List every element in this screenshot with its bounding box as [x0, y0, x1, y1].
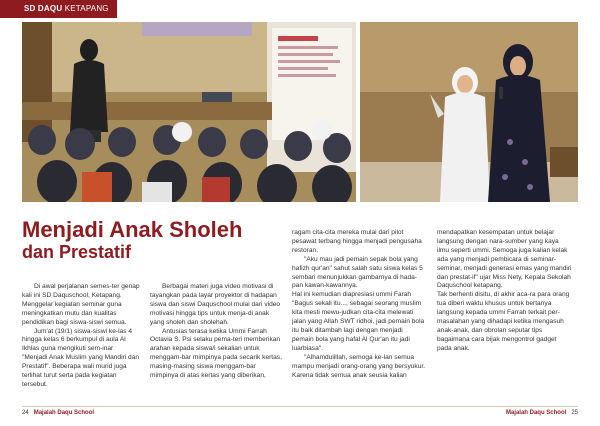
paragraph: mendapatkan kesempatan untuk belajar langsung dengan nara-sumber yang kaya ilmu seperti ummi. Semoga juga kalian kelak ada yang menjadi pembicara di seminar-seminar, menjadi generasi emas yang mandiri dan prestat-if" ujar Miss Nety, Kepala Sekolah Daquschool ketapang.: [437, 229, 572, 290]
seminar-photo: [22, 22, 356, 202]
paragraph: Hal ini kemudian diapresiasi ummi Farah "Bagus sekali itu..., sebagai seorang muslim kita mesti mewu-judkan cita-cita melewati jalan yang Allah SWT ridhoi, jadi pemain bola itu baik ditambah lagi dengan menjadi pemain bola yang hafal Al Qur'an itu jadi luarbiasa".: [292, 291, 425, 352]
footer-divider: [22, 406, 578, 407]
page-number-left: 24: [22, 410, 29, 416]
paragraph: "Alhamdulillah, semoga ke-lan semua mampu menjadi orang-orang yang bersyukur. Karena tidak semua anak seusia kalian: [292, 353, 426, 379]
article-column-2: [150, 283, 282, 381]
seminar-photo-illustration: [22, 22, 356, 202]
page-number-right: 25: [571, 410, 578, 416]
article-column-1: [22, 283, 140, 390]
magazine-name-left: Majalah Daqu School: [33, 410, 95, 416]
footer-left: [22, 410, 94, 416]
paragraph: Di awal perjalanan semes-ter genap kali ini SD Daquschool, Ketapang. Menggelar kegiatan seminar guna meningkatkan mutu dan kualitas pendidikan bagi siswa-siswi semua.: [22, 283, 140, 326]
speakers-photo-illustration: [360, 22, 578, 202]
footer-right: [506, 410, 578, 416]
paragraph: "Aku mau jadi pemain sepak bola yang hafizh qur'an" sahut salah satu siswa kelas 5 sembari menunjukkan gambarnya di hada-pan kawan-kawannya.: [292, 255, 423, 290]
paragraph: Jum'at (19/1) siswa-siswi ke-las 4 hingga kelas 6 berkumpul di aula Al Ikhlas guna mengikuti sem-inar "Menjadi Anak Muslim yang Mandiri dan Prestatif". Beberapa wali murid juga terlihat turut serta pada kegiatan tersebut.: [22, 327, 140, 388]
paragraph: Antusias terasa ketika Ummi Farrah Octavia S. Psi selaku pema-teri memberikan arahan kepada siswa/i sekalian untuk menggam-bar mimpinya pada secarik kertas, masing-masing siswa menggam-bar mimpinya di atas kertas yang diberikan,: [150, 327, 282, 380]
article-title-line2: dan Prestatif: [22, 242, 132, 262]
magazine-name-right: Majalah Daqu School: [505, 410, 567, 416]
speakers-photo: [360, 22, 578, 202]
article-title: Menjadi Anak Sholeh: [22, 217, 243, 242]
paragraph: Tak berhenti disitu, di akhir aca-ra para orang tua diberi waktu khusus untuk bertanya langsung kepada ummi Farrah terkait per-masalahan yang dihadapi ketika mengasuh anak-anak, dan obrolan seputar tips bagaimana cara bijak mengontrol gadget pada anak.: [437, 291, 570, 352]
section-tag-light: KETAPANG: [64, 4, 109, 13]
section-tag: [0, 0, 117, 18]
paragraph: Berbagai materi juga video motivasi di tayangkan pada layar proyektor di hadapan siswa dan siswi Daquschool mulai dari video motivasi hingga tips untuk menja-di anak yang sholeh dan sholehah.: [150, 283, 281, 326]
article-column-3: [292, 229, 426, 380]
section-tag-bold: SD DAQU: [24, 4, 63, 13]
article-column-4: [437, 229, 572, 354]
paragraph: ragam cita-cita mereka mulai dari pilot pesawat terbang hingga menjadi pengusaha restoran.: [292, 229, 422, 254]
